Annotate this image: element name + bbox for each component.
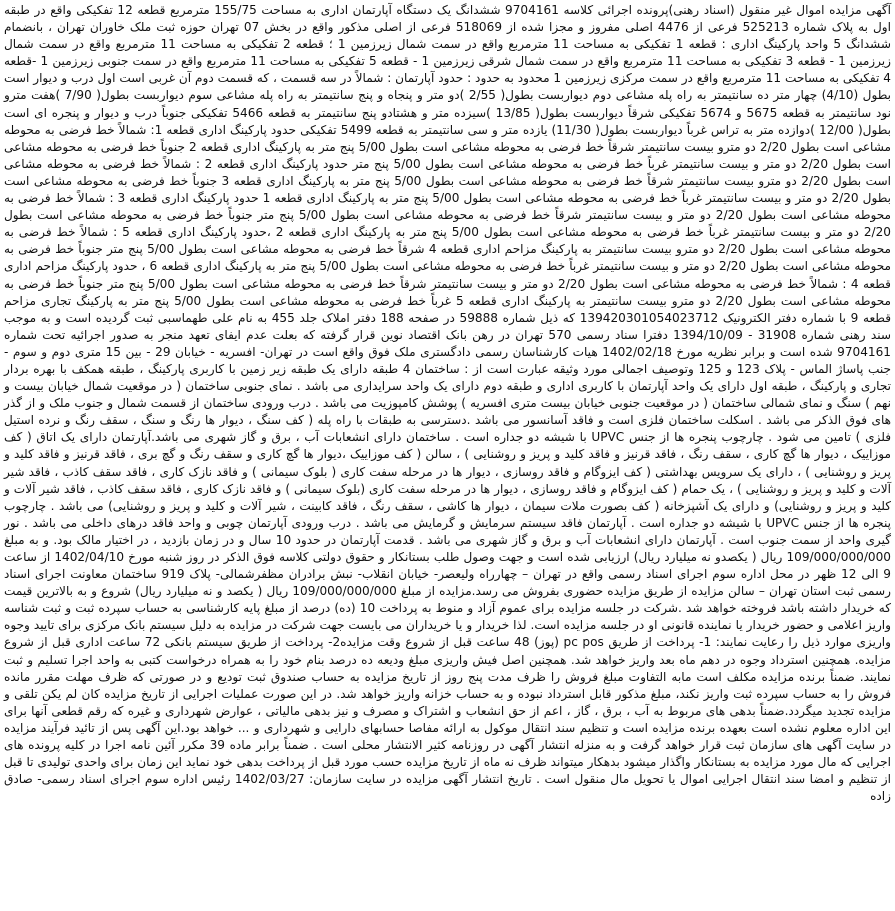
auction-notice-text: آگهی مزایده اموال غیر منقول (اسناد رهنی)پرونده اجرائی کلاسه 9704161 ششدانگ یک دستگاه آپارتمان اداری به مساحت 155/75 مترمربع قطعه 12 تفکیکی واقع در طبقه اول به پلاک شماره 525213 فرعی از 4476 اصلی مفروز و مجزا شده از 518069 فرعی از اصلی مذکور واقع در بخش 07 تهران حوزه ثبت ملک خاوران تهران ، بانضمام ششدانگ 5 واحد پارکینگ اداری : قطعه 1 تفکیکی به مساحت 11 مترمربع واقع در سمت شمال زیرزمین 1 ؛ قطعه 2 تفکیکی به مساحت 11 مترمربع واقع در سمت شمال زیرزمین 1 - قطعه 3 تفکیکی به مساحت 11 مترمربع واقع در سمت شمال شرقی زیرزمین 1 - قطعه 5 تفکیکی به مساحت 11 مترمربع واقع در سمت جنوبی زیرزمین 1 -قطعه 4 تفکیکی به مساحت 11 مترمربع واقع در سمت مرکزی زیرزمین 1 محدود به حدود : حدود آپارتمان : شمالاً در سه قسمت ، که قسمت دوم آن غربی است اول درب و دیوار است بطول (4/10) چهار متر ده سانتیمتر به راه پله مشاعی دوم دیواربست بطول( 2/55 )دو متر و پنجاه و پنج سانتیمتر به راه پله مشاعی سوم دیواربست بطول( 7/90 )هفت مترو نود سانتیمتر به قطعه 5675 و 5674 تفکیکی شرقاً دیواربست بطول( 13/85 )سیزده متر و هشتادو پنج سانتیمتر به قطعه 5466 تفکیکی جنوباً درب و دیوار و پنجره ای است بطول( 12/00 )دوازده متر به تراس غرباً دیواربست بطول( 11/30) یازده متر و سی سانتیمتر به قطعه 5499 تفکیکی حدود پارکینگ اداری قطعه 1: شمالاً خط فرضی به محوطه مشاعی است بطول 2/20 دو مترو بیست سانتیمتر شرقاً خط فرضی به محوطه مشاعی است بطول 5/00 پنج متر به پارکینگ اداری قطعه 2 جنوباً خط فرضی به محوطه مشاعی است بطول 2/20 دو متر و بیست سانتیمتر غرباً خط فرضی به محوطه مشاعی است بطول 5/00 پنج متر حدود پارکینگ اداری قطعه 2 : شمالاً خط فرضی به محوطه مشاعی است بطول 2/20 دو مترو بیست سانتیمتر شرقاً خط فرضی به محوطه مشاعی است بطول 5/00 پنج متر به پارکینگ اداری قطعه 3 جنوباً خط فرضی به محوطه مشاعی است بطول 2/20 دو متر و بیست سانتیمتر غرباً خط فرضی به محوطه مشاعی است بطول 5/00 پنج متر به پارکینگ اداری قطعه 1 حدود پارکینگ اداری قطعه 3 : شمالاً خط فرضی به محوطه مشاعی است بطول 2/20 دو متر و بیست سانتیمتر شرقاً خط فرضی به محوطه مشاعی است بطول 5/00 پنج متر جنوباً خط فرضی به محوطه مشاعی است بطول 2/20 دو متر و بیست سانتیمتر غرباً خط فرضی به محوطه مشاعی است بطول 5/00 پنج متر به پارکینگ اداری قطعه 2 ،حدود پارکینگ اداری قطعه 5 : شمالاً خط فرضی به محوطه مشاعی است بطول 2/20 دو مترو بیست سانتیمتر به پارکینگ مزاحم اداری قطعه 4 شرقاً خط فرضی به محوطه مشاعی است بطول 5/00 پنج متر جنوباً خط فرضی به محوطه مشاعی است بطول 2/20 دو متر و بیست سانتیمتر غرباً خط فرضی به محوطه مشاعی است بطول 5/00 پنج متر به پارکینگ اداری قطعه 6 ، حدود پارکینگ مزاحم اداری قطعه 4 : شمالاً خط فرضی به محوطه مشاعی است بطول 2/20 دو متر و بیست سانتیمتر شرقاً خط فرضی به محوطه مشاعی است بطول 5/00 پنج متر جنوباً خط فرضی به محوطه مشاعی است بطول 2/20 دو مترو بیست سانتیمتر به پارکینگ اداری قطعه 5 غرباً خط فرضی به محوطه مشاعی است بطول 5/00 پنج متر به پارکینگ تجاری مزاحم قطعه 9 با شماره دفتر الکترونیک 139420301054023712 که ذیل شماره 59888 در صفحه 188 دفتر املاک جلد 455 به نام علی طهماسبی ثبت گردیده است و به موجب سند رهنی شماره 31908 - 1394/10/09 دفترا سناد رسمی 570 تهران در رهن بانک اقتصاد نوین قرار گرفته که بعلت عدم ایفای تعهد منجر به صدور اجرائیه تحت شماره 9704161 شده است و برابر نظریه مورخ 1402/02/18 هیات کارشناسان رسمی دادگستری ملک فوق واقع است در تهران- افسریه - خیابان 29 - بین 15 متری دوم و سوم - جنب پاساژ الماس - پلاک 123 و 125 وتوصیف اجمالی مورد وثیقه عبارت است از : ساختمان 4 طبقه دارای یک طبقه زیر زمین با کاربری پارکینگ ، طبقه همکف با بهره بردار تجاری و پارکینگ ، طبقه اول دارای یک واحد آپارتمان با کاربری اداری و طبقه دوم دارای یک واحد سرایداری می باشد . نمای جنوبی ساختمان ( در موقعیت شمال خیابان بیست و نهم ) سنگ و نمای شمالی ساختمان ( در موقعیت جنوبی خیابان بیست متری افسریه ) پوشش کامپوزیت می باشد . درب ورودی ساختمان از قسمت شمال و جنوب ملک و از گذر های فوق الذکر می باشد . اسکلت ساختمان فلزی است و فاقد آسانسور می باشد .دسترسی به طبقات با راه پله ( کف سنگ ، دیوار ها رنگ و سنگ ، سقف رنگ و نرده استیل فلزی ) تامین می شود . چارچوب پنجره ها از جنس UPVC با شیشه دو جداره است . ساختمان دارای انشعابات آب ، برق و گاز شهری می باشد.آپارتمان دارای یک اتاق ( کف موزاییک ، دیوار ها گچ کاری ، سقف رنگ ، فاقد قرنیز و فاقد کلید و پریز و روشنایی ) ، سالن ( کف موزاییک ،دیوار ها گچ کاری و سقف رنگ و گچ بری ، فاقد قرنیز و فاقد کلید و پریز و روشنایی ) ، دارای یک سرویس بهداشتی ( کف ایزوگام و فاقد روسازی ، دیوار ها در مرحله سفت کاری ( بلوک سیمانی ) و فاقد نازک کاری ، فاقد سقف کاذب ، فاقد شیر آلات و کلید و پریز و روشنایی ) ، یک حمام ( کف ایزوگام و فاقد روسازی ، دیوار ها در مرحله سفت کاری (بلوک سیمانی ) و فاقد نازک کاری ، فاقد سقف کاذب ، فاقد شیر آلات و کلید و پریز و روشنایی) و دارای یک آشپزخانه ( کف بصورت ملات سیمان ، دیوار ها کاشی ، سقف رنگ ، فاقد کابینت ، شیر آلات و کلید و پریز و روشنایی) می باشد . چارچوب پنجره ها از جنس UPVC با شیشه دو جداره است . آپارتمان فاقد سیستم سرمایش و گرمایش می باشد . درب ورودی آپارتمان چوبی و واحد فاقد درهای داخلی می باشد . نور گیری واحد از سمت جنوب است . آپارتمان دارای انشعابات آب و برق و گاز شهری می باشد . قدمت آپارتمان در حدود 10 سال و در زمان بازدید ، در اختیار مالک بود. و به مبلغ 109/000/000/000 ریال ( یکصدو نه میلیارد ریال) ارزیابی شده است و جهت وصول طلب بستانکار و حقوق دولتی کلاسه فوق الذکر در روز شنبه مورخ 1402/04/10 از ساعت 9 الی 12 ظهر در محل اداره سوم اجرای اسناد رسمی واقع در تهران – چهارراه ولیعصر- خیابان انقلاب- نبش برادران مظفرشمالی- پلاک 919 ساختمان معاونت اجرای اسناد رسمی ثبت استان تهران – سالن مزایده از طریق مزایده حضوری بفروش می رسد.مزایده از مبلغ 109/000/000/000 ریال ( یکصد و نه میلیارد ریال) شروع و به بالاترین قیمت که خریدار داشته باشد فروخته خواهد شد .شرکت در جلسه مزایده برای عموم آزاد و منوط به پرداخت 10 (ده) درصد از مبلغ پایه کارشناسی به حساب سپرده ثبت و ثبت شناسه واریز اعلامی و حضور خریدار یا نماینده قانونی او در جلسه مزایده است. لذا خریدار و یا خریداران می بایست جهت شرکت در مزایده به دلیل سیستم بانک مرکزی برای تایید وجوه واریزی موارد ذیل را رعایت نمایند: 1- پرداخت از طریق pc pos (پوز) 48 ساعت قبل از شروع وقت مزایده2- پرداخت از طریق سیستم بانکی 72 ساعت اداری قبل از شروع مزایده. همچنین استرداد وجوه در دهم ماه بعد واریز خواهد شد. همچنین اصل فیش واریزی مبلغ ودیعه ده درصد بنام خود را به همراه درخواست کتبی به واحد اجرا تسلیم و ثبت نمایند. ضمناً برنده مزایده مکلف است مابه التفاوت مبلغ فروش را ظرف مدت پنج روز از تاریخ مزایده به حساب صندوق ثبت تودیع و در صورتی که ظرف مهلت مقرر مانده فروش را به حساب سپرده ثبت واریز نکند، مبلغ مذکور قابل استرداد نبوده و به حساب خزانه واریز خواهد شد. در این صورت عملیات اجرایی از تاریخ مزایده کان لم یکن تلقی و مزایده تجدید میگردد.ضمناً بدهی های مربوط به آب ، برق ، گاز ، اعم از حق انشعاب و اشتراک و مصرف و نیز بدهی مالیاتی ، عوارض شهرداری و غیره که رقم قطعی آنها برای این اداره معلوم نشده است بعهده برنده مزایده است و تنظیم سند انتقال موکول به ارائه مفاصا حسابهای دارایی و شهرداری و ... خواهد بود.این آگهی پس از تائید فرآیند مزایده در سایت آگهی های سازمان ثبت قرار خواهد گرفت و به منزله انتشار آگهی در روزنامه کثیر الانتشار محلی است . ضمناً برابر ماده 39 مکرر آئین نامه اجرا در کلیه پرونده های اجرایی که مال مورد مزایده به بستانکار واگذار میشود بدهکار میتواند ظرف نه ماه از تاریخ مزایده حسب مورد قبل از پرداخت بدهی خود نماید این زمان برای واحدی تولیدی تا قبل از تنظیم و امضا سند انتقال اجرایی اموال یا تحویل مال منقول است . تاریخ انتشار آگهی مزایده در سایت سازمان: 1402/03/27 رئیس اداره سوم اجرای اسناد رسمی- صادق زاده	[4, 3, 892, 804]
